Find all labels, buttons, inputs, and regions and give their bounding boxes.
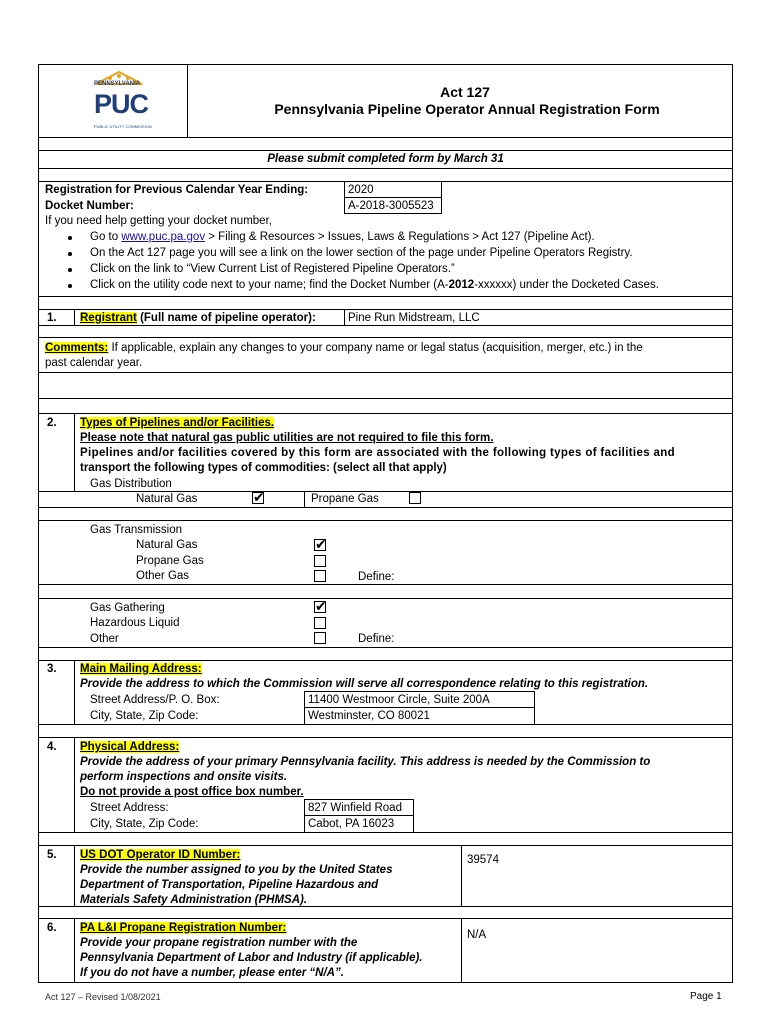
physical-street-label: Street Address: — [90, 802, 169, 814]
trans-propane-gas-checkbox[interactable] — [314, 555, 326, 567]
mailing-street-value[interactable]: 11400 Westmoor Circle, Suite 200A — [308, 694, 490, 706]
form-title-act: Act 127 — [440, 84, 490, 100]
section-2-number: 2. — [47, 417, 57, 429]
trans-natural-gas-checkbox[interactable] — [314, 536, 327, 552]
trans-natural-gas-label: Natural Gas — [136, 539, 198, 551]
dist-natural-gas-checkbox[interactable] — [252, 489, 265, 505]
list-item: Click on the link to “View Current List of Registered Pipeline Operators.” — [90, 263, 455, 275]
section-5-heading: US DOT Operator ID Number: — [80, 849, 241, 861]
section-6-instructions-3: If you do not have a number, please enter “N/A”. — [80, 967, 344, 979]
list-item: Go to www.puc.pa.gov > Filing & Resources > Issues, Laws & Regulations > Act 127 (Pipeline Act). — [90, 231, 595, 243]
logo-main-text: PUC — [94, 89, 149, 119]
section-5-instructions-1: Provide the number assigned to you by the United States — [80, 864, 393, 876]
section-5-instructions-3: Materials Safety Administration (PHMSA). — [80, 894, 308, 906]
hazardous-liquid-checkbox[interactable] — [314, 617, 326, 629]
section-2-heading: Types of Pipelines and/or Facilities. — [80, 417, 275, 429]
dist-propane-gas-label: Propane Gas — [311, 493, 379, 505]
other-label: Other — [90, 633, 119, 645]
registrant-value[interactable]: Pine Run Midstream, LLC — [348, 312, 480, 324]
list-item: Click on the utility code next to your name; find the Docket Number (A-2012-xxxxxx) under the Docketed Cases. — [90, 279, 659, 291]
section-4-number: 4. — [47, 741, 57, 753]
section-4-heading: Physical Address: — [80, 741, 180, 753]
gas-distribution-label: Gas Distribution — [90, 478, 172, 490]
section-3-heading: Main Mailing Address: — [80, 663, 202, 675]
checkmark-icon: ✔ — [315, 536, 327, 552]
checkmark-icon: ✔ — [253, 489, 265, 505]
section-4-instructions-2: perform inspections and onsite visits. — [80, 771, 288, 783]
hazardous-liquid-label: Hazardous Liquid — [90, 617, 180, 629]
section-4-instructions-3: Do not provide a post office box number. — [80, 786, 304, 798]
logo-top-text: PENNSYLVANIA — [94, 81, 141, 87]
year-value[interactable]: 2020 — [348, 184, 374, 196]
section-2-note: Please note that natural gas public utilities are not required to file this form. — [80, 432, 494, 444]
section-5-instructions-2: Department of Transportation, Pipeline Hazardous and — [80, 879, 379, 891]
section-1-number: 1. — [47, 312, 57, 324]
docket-value[interactable]: A-2018-3005523 — [348, 200, 434, 212]
trans-define-label: Define: — [358, 571, 395, 583]
propane-registration-value[interactable]: N/A — [467, 929, 487, 941]
dist-natural-gas-label: Natural Gas — [136, 493, 198, 505]
list-item: On the Act 127 page you will see a link on the lower section of the page under Pipeline Operators Registry. — [90, 247, 633, 259]
dot-operator-id-value[interactable]: 39574 — [467, 854, 499, 866]
gas-gathering-checkbox[interactable] — [314, 598, 327, 614]
trans-propane-gas-label: Propane Gas — [136, 555, 204, 567]
logo-sub-text: PUBLIC UTILITY COMMISSION — [94, 124, 152, 129]
section-6-instructions-1: Provide your propane registration number with the — [80, 937, 358, 949]
comments-line2: past calendar year. — [45, 357, 143, 369]
checkmark-icon: ✔ — [315, 598, 327, 614]
puc-website-link[interactable]: www.puc.pa.gov — [121, 231, 206, 243]
submit-note: Please submit completed form by March 31 — [267, 153, 504, 165]
comments-input[interactable] — [40, 373, 731, 397]
gas-gathering-label: Gas Gathering — [90, 602, 165, 614]
other-checkbox[interactable] — [314, 632, 326, 644]
footer-page: Page 1 — [690, 991, 722, 1002]
year-label: Registration for Previous Calendar Year Ending: — [45, 184, 309, 196]
comments-line1: Comments: If applicable, explain any changes to your company name or legal status (acquisition, merger, etc.) in the — [45, 342, 643, 354]
physical-city-value[interactable]: Cabot, PA 16023 — [308, 818, 395, 830]
section-2-instructions-1: Pipelines and/or facilities covered by this form are associated with the following types of facilities and — [80, 447, 675, 459]
trans-other-gas-label: Other Gas — [136, 570, 190, 582]
section-2-instructions-2: transport the following types of commodities: (select all that apply) — [80, 462, 447, 474]
mailing-street-label: Street Address/P. O. Box: — [90, 694, 220, 706]
section-3-instructions: Provide the address to which the Commission will serve all correspondence relating to this registration. — [80, 678, 649, 690]
other-define-label: Define: — [358, 633, 395, 645]
section-6-number: 6. — [47, 922, 57, 934]
section-6-instructions-2: Pennsylvania Department of Labor and Industry (if applicable). — [80, 952, 423, 964]
mailing-city-label: City, State, Zip Code: — [90, 710, 199, 722]
dist-propane-gas-checkbox[interactable] — [409, 492, 421, 504]
physical-city-label: City, State, Zip Code: — [90, 818, 199, 830]
section-3-number: 3. — [47, 663, 57, 675]
help-intro: If you need help getting your docket number, — [45, 215, 272, 227]
gas-transmission-label: Gas Transmission — [90, 524, 183, 536]
section-5-number: 5. — [47, 849, 57, 861]
physical-street-value[interactable]: 827 Winfield Road — [308, 802, 402, 814]
footer-revision: Act 127 – Revised 1/08/2021 — [45, 992, 161, 1002]
section-6-heading: PA L&I Propane Registration Number: — [80, 922, 287, 934]
docket-label: Docket Number: — [45, 200, 134, 212]
section-4-instructions-1: Provide the address of your primary Pennsylvania facility. This address is needed by the Commission to — [80, 756, 651, 768]
form-title: Pennsylvania Pipeline Operator Annual Registration Form — [274, 101, 660, 117]
trans-other-gas-checkbox[interactable] — [314, 570, 326, 582]
mailing-city-value[interactable]: Westminster, CO 80021 — [308, 710, 430, 722]
registrant-label: Registrant (Full name of pipeline operator): — [80, 312, 316, 324]
